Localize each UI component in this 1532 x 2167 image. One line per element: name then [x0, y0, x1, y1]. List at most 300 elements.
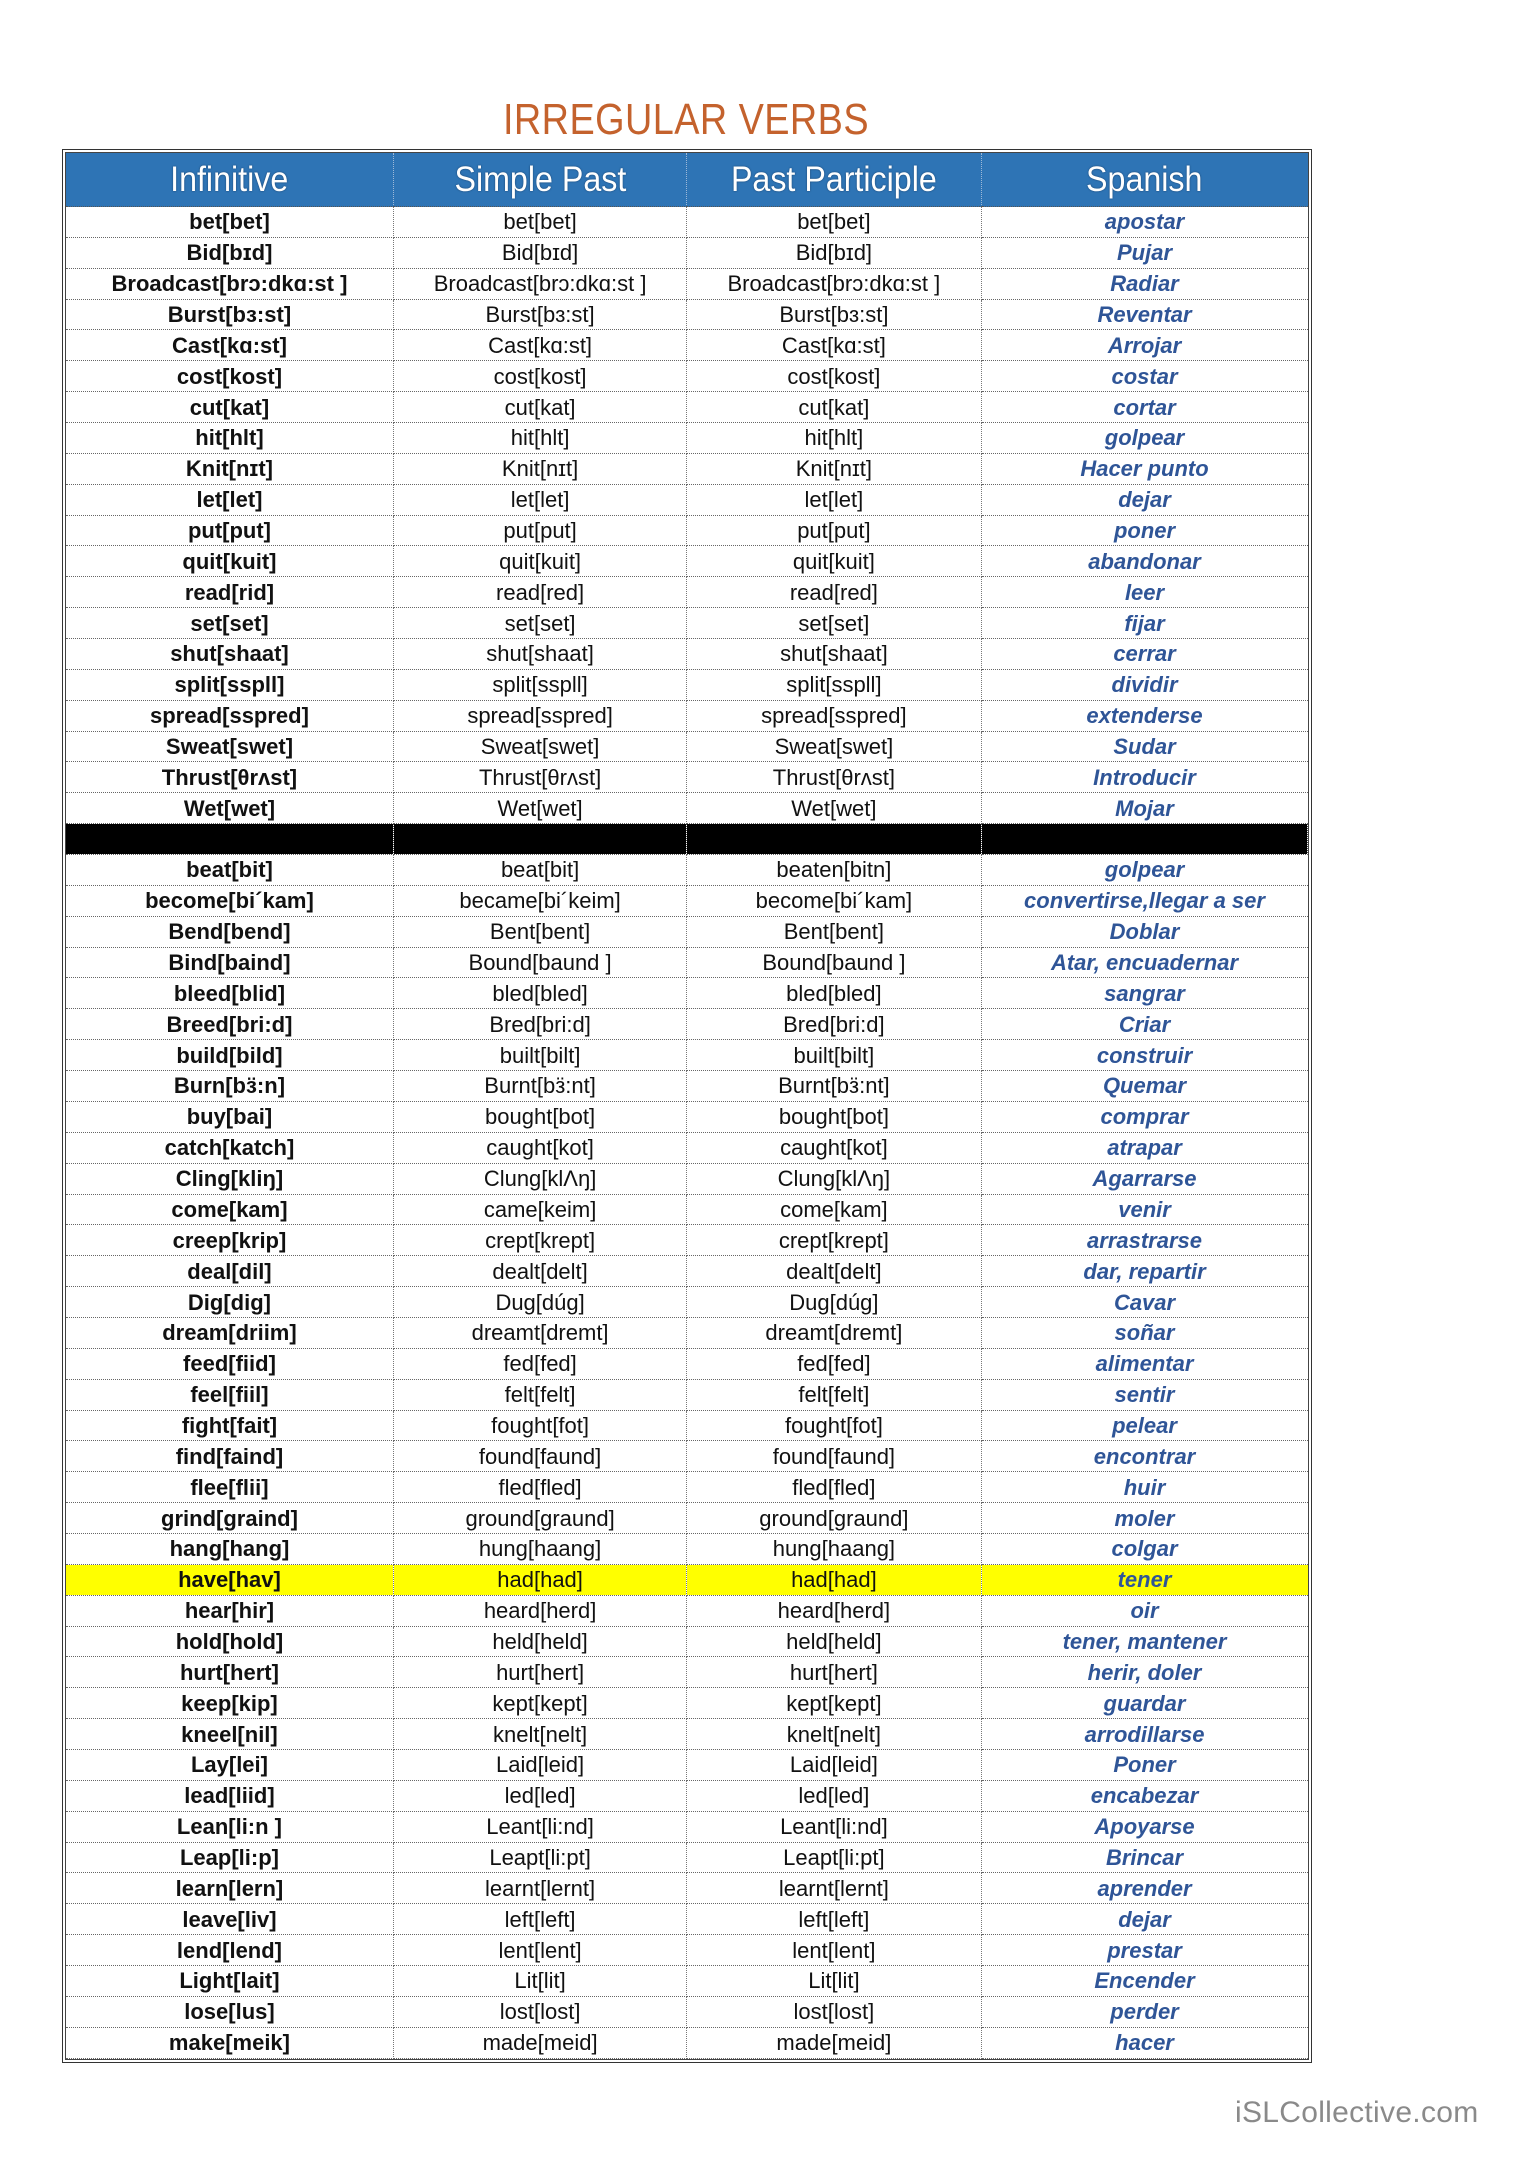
cell-spanish: leer — [981, 577, 1307, 608]
cell-simple-past: beat[bit] — [393, 855, 686, 886]
table-row — [66, 207, 1308, 238]
cell-simple-past: bet[bet] — [393, 207, 686, 238]
cell-spanish: Cavar — [981, 1287, 1307, 1318]
cell-spanish: hacer — [981, 2027, 1307, 2058]
table-row — [66, 947, 1308, 978]
table-row — [66, 1287, 1308, 1318]
cell-spanish: alimentar — [981, 1348, 1307, 1379]
table-row — [66, 1935, 1308, 1966]
cell-infinitive: bet[bet] — [66, 207, 393, 238]
cell-spanish: Atar, encuadernar — [981, 947, 1307, 978]
cell-simple-past: bought[bot] — [393, 1101, 686, 1132]
cell-infinitive: deal[dil] — [66, 1256, 393, 1287]
cell-infinitive: cut[kat] — [66, 392, 393, 423]
cell-simple-past: fed[fed] — [393, 1348, 686, 1379]
cell-spanish: Poner — [981, 1749, 1307, 1780]
cell-infinitive: Bind[baind] — [66, 947, 393, 978]
cell-infinitive: Knit[nɪt] — [66, 453, 393, 484]
cell-infinitive: have[hav] — [66, 1564, 393, 1595]
cell-spanish: Brincar — [981, 1842, 1307, 1873]
cell-infinitive: beat[bit] — [66, 855, 393, 886]
table-row — [66, 1811, 1308, 1842]
cell-spanish: pelear — [981, 1410, 1307, 1441]
cell-past-participle — [687, 824, 981, 855]
cell-infinitive: build[bild] — [66, 1040, 393, 1071]
table-row — [66, 762, 1308, 793]
cell-past-participle: become[bi´kam] — [687, 885, 981, 916]
cell-simple-past: Cast[kɑ:st] — [393, 330, 686, 361]
cell-simple-past: hurt[hert] — [393, 1657, 686, 1688]
cell-spanish: moler — [981, 1503, 1307, 1534]
cell-spanish: cortar — [981, 392, 1307, 423]
table-row — [66, 1194, 1308, 1225]
cell-spanish: Mojar — [981, 793, 1307, 824]
cell-simple-past: made[meid] — [393, 2027, 686, 2058]
column-header-simple-past: Simple Past — [393, 153, 686, 207]
cell-spanish: Hacer punto — [981, 453, 1307, 484]
cell-past-participle: bled[bled] — [687, 978, 981, 1009]
cell-infinitive: find[faind] — [66, 1441, 393, 1472]
cell-past-participle: knelt[nelt] — [687, 1719, 981, 1750]
cell-spanish: oir — [981, 1595, 1307, 1626]
cell-past-participle: Lit[lit] — [687, 1965, 981, 1996]
cell-spanish: construir — [981, 1040, 1307, 1071]
cell-infinitive: creep[krip] — [66, 1225, 393, 1256]
cell-simple-past: kept[kept] — [393, 1688, 686, 1719]
cell-past-participle: Knit[nɪt] — [687, 453, 981, 484]
cell-past-participle: learnt[lernt] — [687, 1873, 981, 1904]
cell-past-participle: hit[hlt] — [687, 423, 981, 454]
cell-simple-past: Knit[nɪt] — [393, 453, 686, 484]
cell-past-participle: Leant[li:nd] — [687, 1811, 981, 1842]
cell-spanish: dar, repartir — [981, 1256, 1307, 1287]
cell-infinitive: Leap[li:p] — [66, 1842, 393, 1873]
cell-spanish: perder — [981, 1996, 1307, 2027]
cell-past-participle: Bid[bɪd] — [687, 237, 981, 268]
cell-simple-past: Sweat[swet] — [393, 731, 686, 762]
header-row — [66, 153, 1308, 207]
cell-infinitive: Thrust[θrʌst] — [66, 762, 393, 793]
cell-infinitive: fight[fait] — [66, 1410, 393, 1441]
verbs-table — [66, 153, 1308, 2059]
cell-simple-past: Thrust[θrʌst] — [393, 762, 686, 793]
cell-past-participle: felt[felt] — [687, 1379, 981, 1410]
cell-past-participle: Bound[baund ] — [687, 947, 981, 978]
table-row — [66, 731, 1308, 762]
cell-simple-past: cost[kost] — [393, 361, 686, 392]
column-header-past-participle: Past Participle — [687, 153, 981, 207]
cell-spanish: Pujar — [981, 237, 1307, 268]
cell-simple-past: felt[felt] — [393, 1379, 686, 1410]
cell-simple-past: had[had] — [393, 1564, 686, 1595]
table-row — [66, 1873, 1308, 1904]
table-row — [66, 1904, 1308, 1935]
cell-past-participle: Burnt[bӟ:nt] — [687, 1071, 981, 1102]
cell-spanish: abandonar — [981, 546, 1307, 577]
cell-simple-past: dreamt[dremt] — [393, 1317, 686, 1348]
cell-simple-past: Bid[bɪd] — [393, 237, 686, 268]
cell-spanish: Reventar — [981, 299, 1307, 330]
cell-spanish: tener, mantener — [981, 1626, 1307, 1657]
cell-infinitive: come[kam] — [66, 1194, 393, 1225]
irregular-verbs-table — [62, 149, 1312, 2063]
cell-past-participle: found[faund] — [687, 1441, 981, 1472]
cell-infinitive: hit[hlt] — [66, 423, 393, 454]
cell-spanish: arrastrarse — [981, 1225, 1307, 1256]
cell-past-participle: spread[sspred] — [687, 700, 981, 731]
cell-infinitive: let[let] — [66, 484, 393, 515]
table-row — [66, 1379, 1308, 1410]
cell-spanish: soñar — [981, 1317, 1307, 1348]
cell-past-participle: fed[fed] — [687, 1348, 981, 1379]
cell-simple-past: set[set] — [393, 608, 686, 639]
cell-simple-past: Burst[bɜ:st] — [393, 299, 686, 330]
cell-spanish: extenderse — [981, 700, 1307, 731]
column-header-infinitive: Infinitive — [66, 153, 393, 207]
cell-simple-past: knelt[nelt] — [393, 1719, 686, 1750]
cell-past-participle: beaten[bitn] — [687, 855, 981, 886]
cell-spanish: herir, doler — [981, 1657, 1307, 1688]
cell-simple-past: put[put] — [393, 515, 686, 546]
cell-simple-past: Bound[baund ] — [393, 947, 686, 978]
cell-spanish: cerrar — [981, 639, 1307, 670]
cell-simple-past: let[let] — [393, 484, 686, 515]
cell-infinitive: split[sspll] — [66, 669, 393, 700]
cell-infinitive: Lay[lei] — [66, 1749, 393, 1780]
cell-infinitive — [66, 824, 393, 855]
cell-past-participle: lost[lost] — [687, 1996, 981, 2027]
cell-infinitive: Light[lait] — [66, 1965, 393, 1996]
cell-infinitive: lead[liid] — [66, 1780, 393, 1811]
cell-spanish: convertirse,llegar a ser — [981, 885, 1307, 916]
cell-infinitive: hurt[hert] — [66, 1657, 393, 1688]
cell-spanish: colgar — [981, 1533, 1307, 1564]
cell-simple-past: left[left] — [393, 1904, 686, 1935]
cell-past-participle: kept[kept] — [687, 1688, 981, 1719]
table-row-highlighted — [66, 1564, 1308, 1595]
cell-simple-past: hit[hlt] — [393, 423, 686, 454]
cell-infinitive: Sweat[swet] — [66, 731, 393, 762]
cell-simple-past: Wet[wet] — [393, 793, 686, 824]
cell-simple-past: spread[sspred] — [393, 700, 686, 731]
cell-infinitive: set[set] — [66, 608, 393, 639]
cell-infinitive: Burn[bӟ:n] — [66, 1071, 393, 1102]
table-row — [66, 453, 1308, 484]
cell-simple-past: found[faund] — [393, 1441, 686, 1472]
cell-infinitive: Bend[bend] — [66, 916, 393, 947]
cell-infinitive: learn[lern] — [66, 1873, 393, 1904]
table-row — [66, 1626, 1308, 1657]
cell-simple-past: came[keim] — [393, 1194, 686, 1225]
cell-past-participle: Bred[bri:d] — [687, 1009, 981, 1040]
cell-infinitive: buy[bai] — [66, 1101, 393, 1132]
table-row — [66, 1317, 1308, 1348]
cell-past-participle: cost[kost] — [687, 361, 981, 392]
cell-simple-past: Burnt[bӟ:nt] — [393, 1071, 686, 1102]
cell-infinitive: kneel[nil] — [66, 1719, 393, 1750]
cell-simple-past: Leapt[li:pt] — [393, 1842, 686, 1873]
cell-spanish: encabezar — [981, 1780, 1307, 1811]
table-row — [66, 1348, 1308, 1379]
table-row — [66, 546, 1308, 577]
cell-simple-past: caught[kot] — [393, 1132, 686, 1163]
cell-infinitive: Lean[li:n ] — [66, 1811, 393, 1842]
table-row — [66, 700, 1308, 731]
cell-simple-past: bled[bled] — [393, 978, 686, 1009]
cell-past-participle: Thrust[θrʌst] — [687, 762, 981, 793]
cell-spanish: Doblar — [981, 916, 1307, 947]
cell-past-participle: hung[haang] — [687, 1533, 981, 1564]
cell-simple-past: Leant[li:nd] — [393, 1811, 686, 1842]
cell-simple-past: split[sspll] — [393, 669, 686, 700]
cell-past-participle: dreamt[dremt] — [687, 1317, 981, 1348]
table-row — [66, 1749, 1308, 1780]
cell-spanish: comprar — [981, 1101, 1307, 1132]
cell-past-participle: fled[fled] — [687, 1472, 981, 1503]
cell-past-participle: cut[kat] — [687, 392, 981, 423]
cell-past-participle: Cast[kɑ:st] — [687, 330, 981, 361]
cell-infinitive: Wet[wet] — [66, 793, 393, 824]
watermark: iSLCollective.com — [1235, 2096, 1479, 2129]
table-row — [66, 1163, 1308, 1194]
table-row — [66, 885, 1308, 916]
cell-past-participle: built[bilt] — [687, 1040, 981, 1071]
cell-spanish: Quemar — [981, 1071, 1307, 1102]
cell-simple-past: quit[kuit] — [393, 546, 686, 577]
cell-spanish — [981, 824, 1307, 855]
cell-simple-past — [393, 824, 686, 855]
table-row — [66, 1225, 1308, 1256]
table-row — [66, 1132, 1308, 1163]
table-row — [66, 608, 1308, 639]
cell-past-participle: Broadcast[brɔ:dkɑ:st ] — [687, 268, 981, 299]
cell-infinitive: bleed[blid] — [66, 978, 393, 1009]
cell-infinitive: keep[kip] — [66, 1688, 393, 1719]
cell-past-participle: split[sspll] — [687, 669, 981, 700]
cell-spanish: huir — [981, 1472, 1307, 1503]
table-row — [66, 484, 1308, 515]
cell-spanish: costar — [981, 361, 1307, 392]
cell-past-participle: come[kam] — [687, 1194, 981, 1225]
cell-spanish: Arrojar — [981, 330, 1307, 361]
table-row — [66, 577, 1308, 608]
table-row — [66, 1965, 1308, 1996]
cell-spanish: golpear — [981, 423, 1307, 454]
cell-simple-past: became[bi´keim] — [393, 885, 686, 916]
cell-past-participle: left[left] — [687, 1904, 981, 1935]
cell-spanish: poner — [981, 515, 1307, 546]
cell-simple-past: heard[herd] — [393, 1595, 686, 1626]
table-row — [66, 1688, 1308, 1719]
cell-simple-past: lost[lost] — [393, 1996, 686, 2027]
table-row — [66, 1780, 1308, 1811]
cell-infinitive: Bid[bɪd] — [66, 237, 393, 268]
cell-past-participle: caught[kot] — [687, 1132, 981, 1163]
table-row — [66, 855, 1308, 886]
cell-past-participle: Laid[leid] — [687, 1749, 981, 1780]
cell-past-participle: Burst[bɜ:st] — [687, 299, 981, 330]
cell-past-participle: crept[krept] — [687, 1225, 981, 1256]
cell-spanish: Sudar — [981, 731, 1307, 762]
table-row — [66, 268, 1308, 299]
table-row — [66, 916, 1308, 947]
cell-past-participle: let[let] — [687, 484, 981, 515]
cell-infinitive: hold[hold] — [66, 1626, 393, 1657]
cell-spanish: sangrar — [981, 978, 1307, 1009]
cell-simple-past: Laid[leid] — [393, 1749, 686, 1780]
cell-simple-past: led[led] — [393, 1780, 686, 1811]
cell-simple-past: read[red] — [393, 577, 686, 608]
cell-infinitive: hang[hang] — [66, 1533, 393, 1564]
table-row — [66, 423, 1308, 454]
cell-past-participle: quit[kuit] — [687, 546, 981, 577]
cell-infinitive: grind[graind] — [66, 1503, 393, 1534]
cell-simple-past: hung[haang] — [393, 1533, 686, 1564]
cell-simple-past: Dug[dúg] — [393, 1287, 686, 1318]
cell-simple-past: cut[kat] — [393, 392, 686, 423]
cell-infinitive: shut[shaat] — [66, 639, 393, 670]
cell-infinitive: cost[kost] — [66, 361, 393, 392]
column-header-spanish: Spanish — [981, 153, 1307, 207]
cell-simple-past: dealt[delt] — [393, 1256, 686, 1287]
table-row — [66, 1256, 1308, 1287]
cell-infinitive: lend[lend] — [66, 1935, 393, 1966]
cell-infinitive: flee[flii] — [66, 1472, 393, 1503]
cell-simple-past: lent[lent] — [393, 1935, 686, 1966]
cell-past-participle: bought[bot] — [687, 1101, 981, 1132]
cell-spanish: Apoyarse — [981, 1811, 1307, 1842]
cell-infinitive: dream[driim] — [66, 1317, 393, 1348]
cell-infinitive: Broadcast[brɔ:dkɑ:st ] — [66, 268, 393, 299]
cell-spanish: dividir — [981, 669, 1307, 700]
cell-past-participle: Leapt[li:pt] — [687, 1842, 981, 1873]
table-row — [66, 1842, 1308, 1873]
table-row — [66, 1472, 1308, 1503]
cell-past-participle: Wet[wet] — [687, 793, 981, 824]
table-row — [66, 1441, 1308, 1472]
cell-simple-past: shut[shaat] — [393, 639, 686, 670]
cell-past-participle: Bent[bent] — [687, 916, 981, 947]
cell-infinitive: make[meik] — [66, 2027, 393, 2058]
table-body — [66, 207, 1308, 2059]
cell-past-participle: dealt[delt] — [687, 1256, 981, 1287]
cell-infinitive: spread[sspred] — [66, 700, 393, 731]
cell-spanish: sentir — [981, 1379, 1307, 1410]
cell-infinitive: Cast[kɑ:st] — [66, 330, 393, 361]
cell-past-participle: lent[lent] — [687, 1935, 981, 1966]
page-title: IRREGULAR VERBS — [502, 95, 870, 144]
cell-spanish: prestar — [981, 1935, 1307, 1966]
cell-spanish: dejar — [981, 484, 1307, 515]
cell-infinitive: put[put] — [66, 515, 393, 546]
cell-past-participle: had[had] — [687, 1564, 981, 1595]
cell-spanish: Introducir — [981, 762, 1307, 793]
table-row — [66, 1996, 1308, 2027]
cell-spanish: apostar — [981, 207, 1307, 238]
cell-spanish: Criar — [981, 1009, 1307, 1040]
cell-past-participle: Dug[dúg] — [687, 1287, 981, 1318]
cell-simple-past: built[bilt] — [393, 1040, 686, 1071]
cell-infinitive: quit[kuit] — [66, 546, 393, 577]
cell-simple-past: held[held] — [393, 1626, 686, 1657]
table-row — [66, 1503, 1308, 1534]
cell-past-participle: heard[herd] — [687, 1595, 981, 1626]
cell-spanish: tener — [981, 1564, 1307, 1595]
cell-simple-past: Bred[bri:d] — [393, 1009, 686, 1040]
cell-past-participle: set[set] — [687, 608, 981, 639]
cell-simple-past: Broadcast[brɔ:dkɑ:st ] — [393, 268, 686, 299]
cell-infinitive: catch[katch] — [66, 1132, 393, 1163]
table-row — [66, 793, 1308, 824]
cell-spanish: guardar — [981, 1688, 1307, 1719]
table-row — [66, 392, 1308, 423]
table-row — [66, 361, 1308, 392]
cell-infinitive: become[bi´kam] — [66, 885, 393, 916]
table-row — [66, 515, 1308, 546]
cell-spanish: golpear — [981, 855, 1307, 886]
cell-past-participle: hurt[hert] — [687, 1657, 981, 1688]
cell-simple-past: learnt[lernt] — [393, 1873, 686, 1904]
cell-spanish: encontrar — [981, 1441, 1307, 1472]
cell-spanish: Agarrarse — [981, 1163, 1307, 1194]
cell-spanish: Encender — [981, 1965, 1307, 1996]
table-row — [66, 1101, 1308, 1132]
table-row — [66, 1009, 1308, 1040]
cell-infinitive: leave[liv] — [66, 1904, 393, 1935]
cell-simple-past: Bent[bent] — [393, 916, 686, 947]
cell-spanish: fijar — [981, 608, 1307, 639]
cell-infinitive: Breed[bri:d] — [66, 1009, 393, 1040]
cell-infinitive: hear[hir] — [66, 1595, 393, 1626]
cell-spanish: dejar — [981, 1904, 1307, 1935]
cell-simple-past: fled[fled] — [393, 1472, 686, 1503]
cell-infinitive: Cling[kliŋ] — [66, 1163, 393, 1194]
table-row — [66, 299, 1308, 330]
cell-simple-past: Clung[klΛŋ] — [393, 1163, 686, 1194]
table-row — [66, 978, 1308, 1009]
cell-spanish: aprender — [981, 1873, 1307, 1904]
cell-spanish: atrapar — [981, 1132, 1307, 1163]
cell-infinitive: feed[fiid] — [66, 1348, 393, 1379]
cell-past-participle: ground[graund] — [687, 1503, 981, 1534]
table-row — [66, 1071, 1308, 1102]
cell-past-participle: put[put] — [687, 515, 981, 546]
table-row — [66, 2027, 1308, 2058]
table-row — [66, 237, 1308, 268]
cell-infinitive: Dig[dig] — [66, 1287, 393, 1318]
cell-simple-past: ground[graund] — [393, 1503, 686, 1534]
cell-past-participle: held[held] — [687, 1626, 981, 1657]
cell-past-participle: read[red] — [687, 577, 981, 608]
cell-past-participle: led[led] — [687, 1780, 981, 1811]
table-row — [66, 1040, 1308, 1071]
cell-infinitive: feel[fiil] — [66, 1379, 393, 1410]
cell-past-participle: bet[bet] — [687, 207, 981, 238]
cell-past-participle: Sweat[swet] — [687, 731, 981, 762]
cell-past-participle: Clung[klΛŋ] — [687, 1163, 981, 1194]
cell-past-participle: made[meid] — [687, 2027, 981, 2058]
table-row — [66, 1533, 1308, 1564]
table-row — [66, 1595, 1308, 1626]
table-row — [66, 330, 1308, 361]
separator-row — [66, 824, 1308, 855]
cell-infinitive: lose[lus] — [66, 1996, 393, 2027]
cell-past-participle: shut[shaat] — [687, 639, 981, 670]
table-row — [66, 669, 1308, 700]
cell-infinitive: read[rid] — [66, 577, 393, 608]
table-row — [66, 1410, 1308, 1441]
table-inner-border — [65, 152, 1309, 2060]
